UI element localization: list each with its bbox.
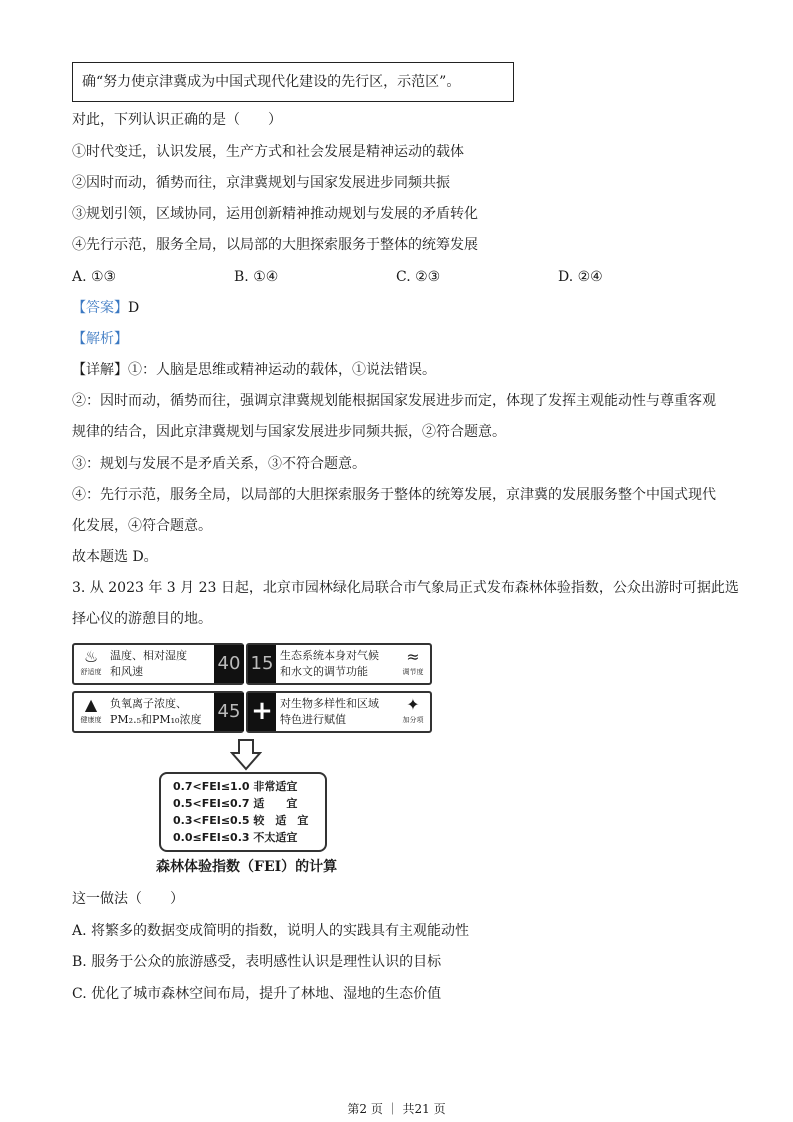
fei-scale-row: 0.0≤FEI≤0.3 不太适宜 xyxy=(173,831,298,844)
bird-icon: ✦ 加分项 xyxy=(402,695,424,724)
fei-weight: 45 xyxy=(214,693,244,731)
fei-weight: 40 xyxy=(214,645,244,683)
fei-scale-row: 0.7<FEI≤1.0 非常适宜 xyxy=(173,780,298,793)
waves-icon: ≈ 调节度 xyxy=(402,647,424,676)
q2-option-d: D. ②④ xyxy=(558,269,603,285)
figure-caption: 森林体验指数（FEI）的计算 xyxy=(156,859,338,875)
answer-tag: 【答案】 xyxy=(72,300,128,316)
q3-question: 这一做法（ ） xyxy=(72,891,184,907)
detail-2a: ②：因时而动，循势而往，强调京津冀规划能根据国家发展进步而定，体现了发挥主观能动性与尊重客观 xyxy=(72,393,716,409)
detail-1: ①：人脑是思维或精神运动的载体，①说法错误。 xyxy=(128,362,436,378)
fei-cell-text: 对生物多样性和区域 xyxy=(280,697,379,710)
droplet-thermometer-icon: ♨ 舒适度 xyxy=(80,647,102,676)
fei-cell-text: 特色进行赋值 xyxy=(280,713,346,726)
q3-stem-2: 择心仪的游憩目的地。 xyxy=(72,611,212,627)
q2-stem: 对此，下列认识正确的是（ ） xyxy=(72,112,282,128)
fei-weight: 15 xyxy=(248,645,276,683)
q3-option-a: A. 将繁多的数据变成简明的指数，说明人的实践具有主观能动性 xyxy=(72,923,470,939)
q2-item-1: ①时代变迁，认识发展，生产方式和社会发展是精神运动的载体 xyxy=(72,144,464,160)
q2-item-4: ④先行示范，服务全局，以局部的大胆探索服务于整体的统筹发展 xyxy=(72,237,478,253)
answer-value: D xyxy=(128,300,140,316)
fei-cell-comfort xyxy=(72,643,244,685)
detail-3: ③：规划与发展不是矛盾关系，③不符合题意。 xyxy=(72,456,366,472)
detail-4a: ④：先行示范，服务全局，以局部的大胆探索服务于整体的统筹发展，京津冀的发展服务整个中国式现代 xyxy=(72,487,716,503)
fei-cell-text: 和风速 xyxy=(110,665,143,678)
fei-scale-box xyxy=(159,772,327,852)
fei-cell-text: 负氧离子浓度、 xyxy=(110,697,187,710)
quote-text: 确“努力使京津冀成为中国式现代化建设的先行区，示范区”。 xyxy=(82,74,461,90)
detail-4b: 化发展，④符合题意。 xyxy=(72,518,212,534)
q2-item-3: ③规划引领，区域协同，运用创新精神推动规划与发展的矛盾转化 xyxy=(72,206,478,222)
detail-2b: 规律的结合，因此京津冀规划与国家发展进步同频共振，②符合题意。 xyxy=(72,424,506,440)
analysis-tag: 【解析】 xyxy=(72,331,128,347)
fei-scale-row: 0.3<FEI≤0.5 较 适 宜 xyxy=(173,814,309,827)
q2-item-2: ②因时而动，循势而往，京津冀规划与国家发展进步同频共振 xyxy=(72,175,450,191)
q3-option-b: B. 服务于公众的旅游感受，表明感性认识是理性认识的目标 xyxy=(72,954,442,970)
fei-cell-bonus xyxy=(246,691,432,733)
fei-cell-text: 和水文的调节功能 xyxy=(280,665,368,678)
conclusion: 故本题选 D。 xyxy=(72,549,158,565)
fei-cell-regulation xyxy=(246,643,432,685)
down-arrow-icon xyxy=(230,739,262,771)
q3-option-c: C. 优化了城市森林空间布局，提升了林地、湿地的生态价值 xyxy=(72,986,442,1002)
answer-line xyxy=(72,299,139,317)
fei-cell-text: 温度、相对湿度 xyxy=(110,649,187,662)
q2-option-c: C. ②③ xyxy=(396,269,441,285)
trees-icon: ▲ 健康度 xyxy=(80,695,102,724)
fei-cell-health xyxy=(72,691,244,733)
page-footer: 第2 页 ｜ 共21 页 xyxy=(347,1102,446,1116)
fei-scale-row: 0.5<FEI≤0.7 适 宜 xyxy=(173,797,298,810)
q2-option-a: A. ①③ xyxy=(72,269,117,285)
q3-stem-1: 3. 从 2023 年 3 月 23 日起，北京市园林绿化局联合市气象局正式发布森林体验指数，公众出游时可据此选 xyxy=(72,580,739,596)
fei-cell-text: PM₂.₅和PM₁₀浓度 xyxy=(110,713,202,726)
fei-figure xyxy=(72,641,432,875)
quote-box xyxy=(72,62,514,102)
detail-line-1 xyxy=(72,361,436,379)
q2-option-b: B. ①④ xyxy=(234,269,279,285)
detail-tag: 【详解】 xyxy=(72,362,128,378)
plus-icon: + xyxy=(248,693,276,731)
fei-cell-text: 生态系统本身对气候 xyxy=(280,649,379,662)
